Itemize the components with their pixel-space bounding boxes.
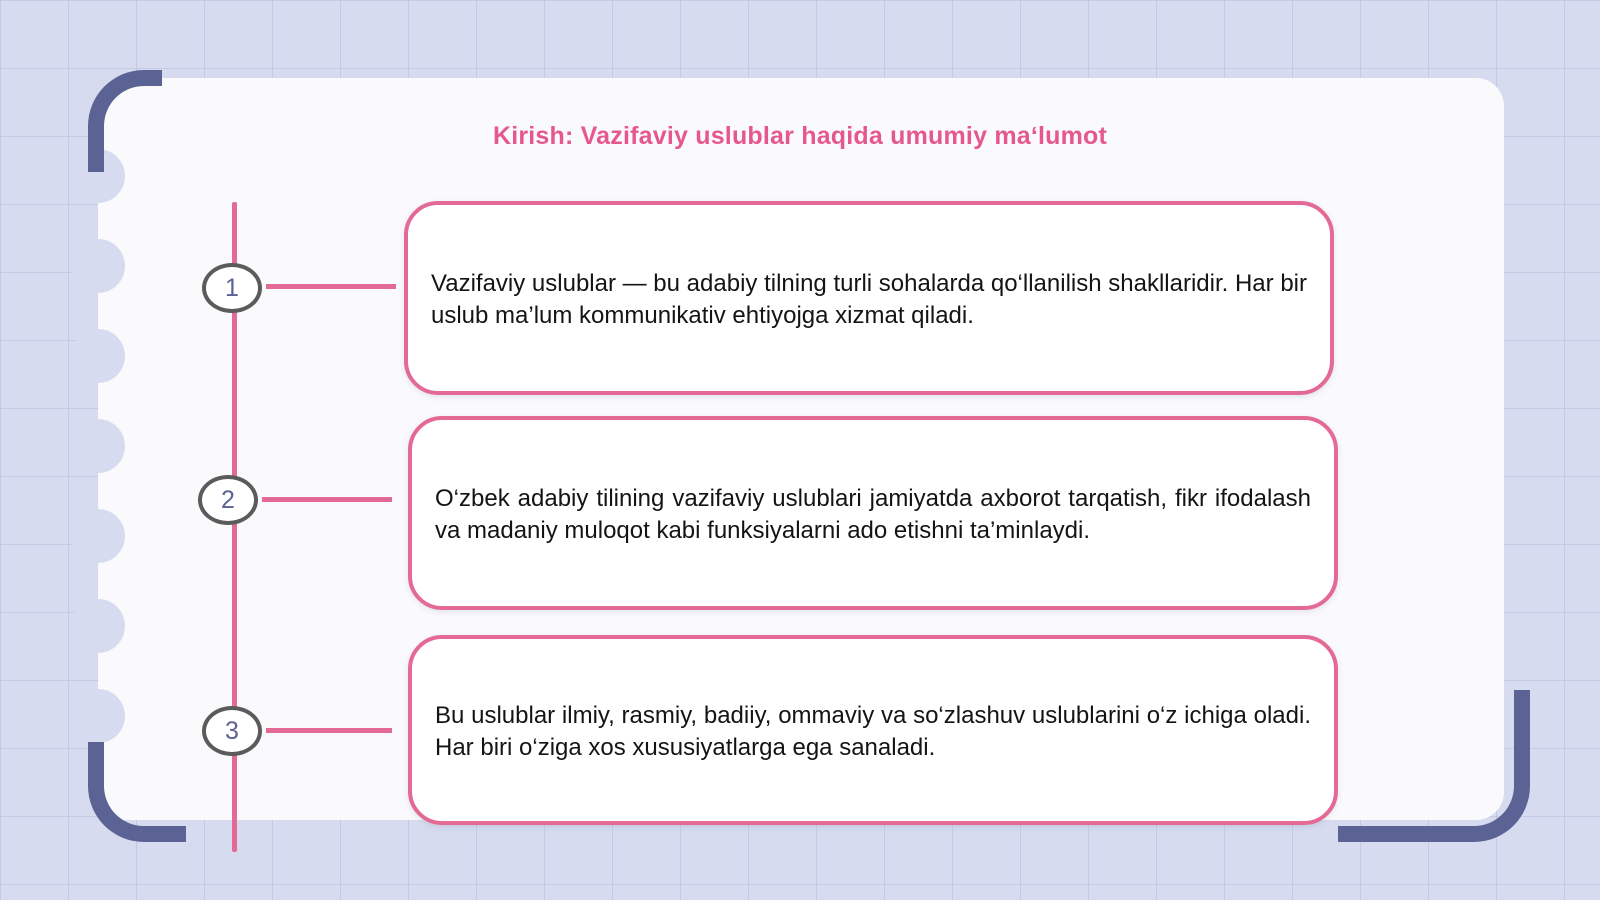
timeline-card-1-text: Vazifaviy uslublar — bu adabiy tilning turli sohalarda qo‘llanilish shakllaridir. Har bir uslub ma’lum kommunikativ ehtiyojga xizmat qiladi. xyxy=(431,270,1307,329)
sheet-scallop xyxy=(71,509,125,563)
frame-corner-bottom-left xyxy=(88,742,186,842)
timeline-card-3-text: Bu uslublar ilmiy, rasmiy, badiiy, ommaviy va so‘zlashuv uslublarini o‘z ichiga oladi. Har biri o‘ziga xos xususiyatlarga ega sanaladi. xyxy=(435,702,1311,761)
timeline-marker-1: 1 xyxy=(202,263,262,313)
sheet-scallop xyxy=(71,689,125,743)
timeline-connector-1 xyxy=(266,284,396,289)
slide-title: Kirish: Vazifaviy uslublar haqida umumiy maʻlumot xyxy=(492,122,1108,150)
sheet-scallop xyxy=(71,329,125,383)
sheet-scallop xyxy=(71,239,125,293)
sheet-scallop xyxy=(71,419,125,473)
timeline-marker-2: 2 xyxy=(198,475,258,525)
timeline-connector-3 xyxy=(266,728,392,733)
timeline-marker-3: 3 xyxy=(202,706,262,756)
frame-corner-bottom-right xyxy=(1338,690,1530,842)
timeline-connector-2 xyxy=(262,497,392,502)
timeline-card-2-text: O‘zbek adabiy tilining vazifaviy uslublari jamiyatda axborot tarqatish, fikr ifodalash va madaniy muloqot kabi funksiyalarni ado etishni ta’minlaydi. xyxy=(435,485,1311,544)
frame-corner-top-left xyxy=(88,70,162,172)
sheet-scallop xyxy=(71,599,125,653)
